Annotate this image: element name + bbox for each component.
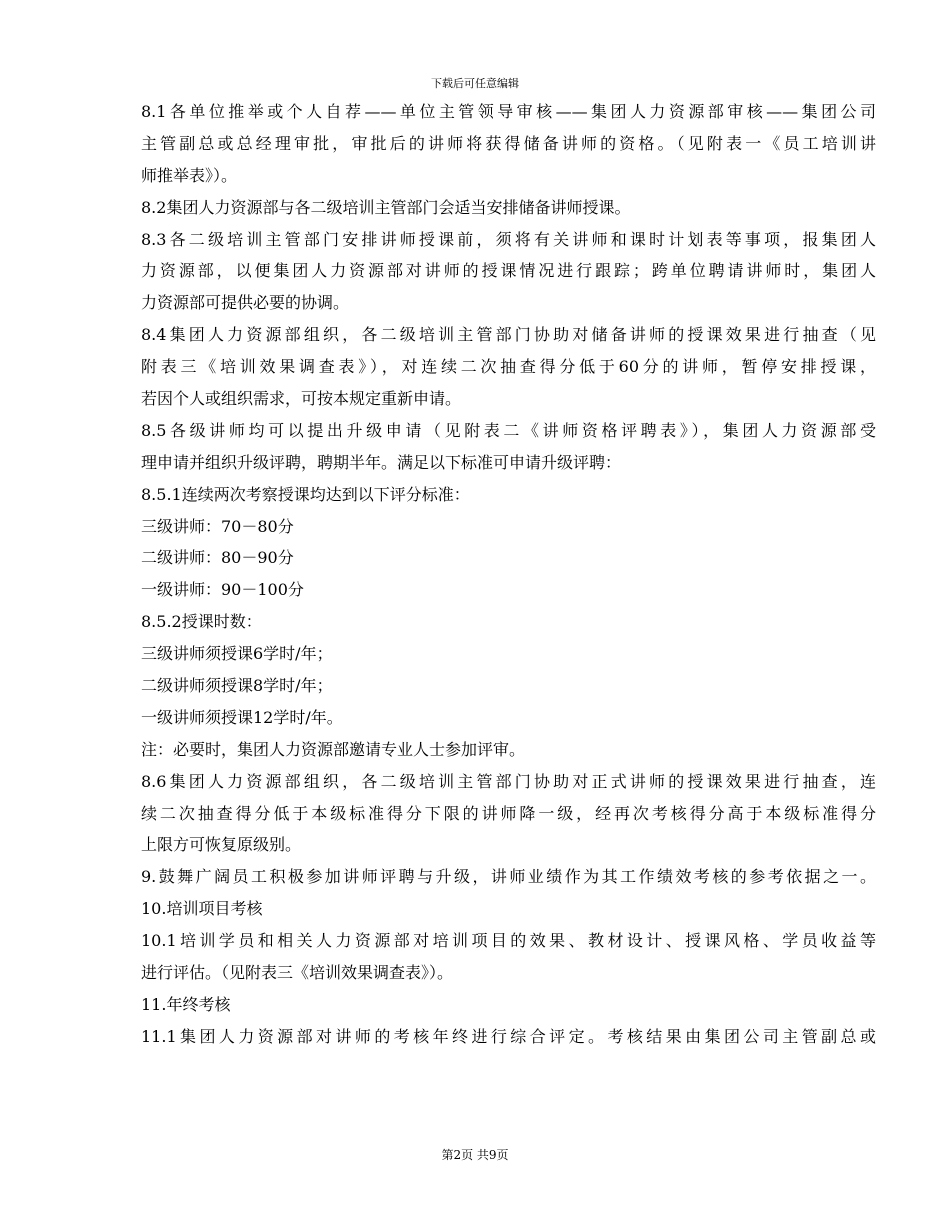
text-line: 8.5各级讲师均可以提出升级申请（见附表二《讲师资格评聘表》），集团人力资源部受: [141, 420, 876, 440]
text-line: 8.1各单位推举或个人自荐——单位主管领导审核——集团人力资源部审核——集团公司: [141, 102, 876, 121]
text-line: 9.鼓舞广阔员工积极参加讲师评聘与升级，讲师业绩作为其工作绩效考核的参考依据之一。: [141, 867, 876, 887]
text-line: 10.1培训学员和相关人力资源部对培训项目的效果、教材设计、授课风格、学员收益等: [141, 931, 876, 951]
page-header: 下载后可任意编辑: [431, 77, 519, 90]
text-line: 力资源部，以便集团人力资源部对讲师的授课情况进行跟踪；跨单位聘请讲师时，集团人: [141, 261, 876, 281]
text-line: 8.5.1连续两次考察授课均达到以下评分标准：: [141, 484, 470, 504]
text-line: 师推举表》）。: [141, 165, 238, 185]
text-line: 8.3各二级培训主管部门安排讲师授课前，须将有关讲师和课时计划表等事项，报集团人: [141, 229, 876, 249]
text-line: 理申请并组织升级评聘，聘期半年。满足以下标准可申请升级评聘：: [141, 452, 622, 472]
document-body: [141, 96, 876, 1053]
text-line: 附表三《培训效果调查表》），对连续二次抽查得分低于60分的讲师，暂停安排授课，: [141, 357, 876, 377]
text-line: 三级讲师：70－80分: [141, 516, 294, 536]
text-line: 续二次抽查得分低于本级标准得分下限的讲师降一级，经再次考核得分高于本级标准得分: [141, 803, 876, 823]
text-line: 一级讲师：90－100分: [141, 580, 304, 600]
text-line: 8.5.2授课时数：: [141, 612, 262, 632]
text-line: 8.6集团人力资源部组织，各二级培训主管部门协助对正式讲师的授课效果进行抽查，连: [141, 771, 876, 791]
text-line: 三级讲师须授课6学时/年；: [141, 644, 333, 664]
text-line: 11.年终考核: [141, 994, 231, 1014]
text-line: 注：必要时，集团人力资源部邀请专业人士参加评审。: [141, 739, 526, 759]
text-line: 8.2集团人力资源部与各二级培训主管部门会适当安排储备讲师授课。: [141, 197, 631, 217]
text-line: 10.培训项目考核: [141, 899, 263, 919]
page-footer: 第2页 共9页: [441, 1148, 509, 1162]
text-line: 进行评估。（见附表三《培训效果调查表》）。: [141, 963, 454, 983]
text-line: 8.4集团人力资源部组织，各二级培训主管部门协助对储备讲师的授课效果进行抽查（见: [141, 325, 876, 345]
text-line: 上限方可恢复原级别。: [141, 835, 302, 855]
text-line: 二级讲师须授课8学时/年；: [141, 676, 333, 696]
text-line: 主管副总或总经理审批，审批后的讲师将获得储备讲师的资格。（见附表一《员工培训讲: [141, 133, 876, 153]
text-line: 二级讲师：80－90分: [141, 548, 294, 568]
text-line: 力资源部可提供必要的协调。: [141, 293, 350, 313]
text-line: 一级讲师须授课12学时/年。: [141, 707, 343, 727]
text-line: 11.1集团人力资源部对讲师的考核年终进行综合评定。考核结果由集团公司主管副总或: [141, 1026, 876, 1046]
text-line: 若因个人或组织需求，可按本规定重新申请。: [141, 389, 462, 409]
